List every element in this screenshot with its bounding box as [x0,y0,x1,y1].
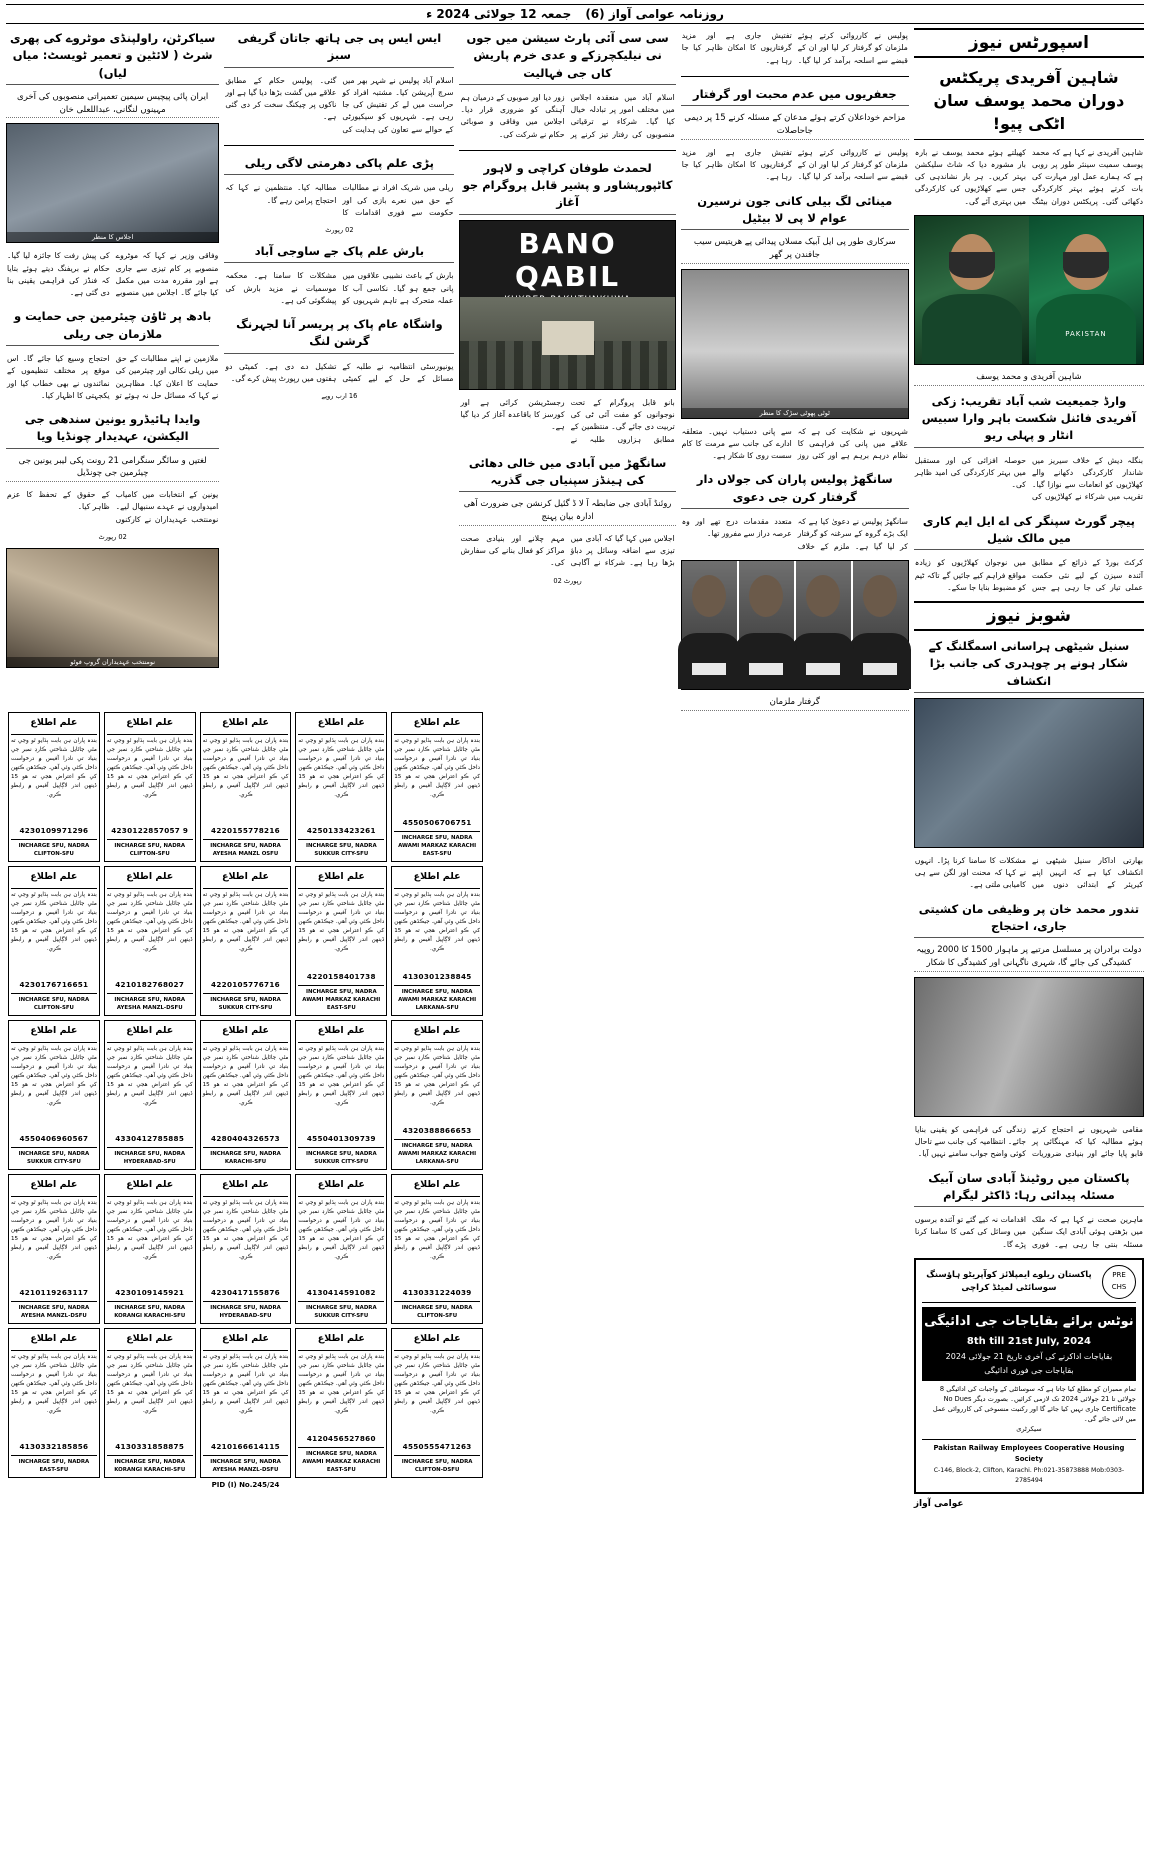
notice-title: علم اطلاع [126,871,174,882]
notice-office: INCHARGE SFU, NADRA AYESHA MANZL-DSFU [11,1301,97,1320]
player-face [949,234,995,290]
id-placard [806,663,840,675]
notice-cnic: 4230417155876 [211,1287,280,1297]
notice-cnic: 4210166614115 [211,1441,280,1451]
column-2 [681,28,909,1854]
notice-body: بندہ پاران ہن بابت ٻڌایو ٿو وڃي ته مٿي ڄاڻايل شناختي ڪارڊ نمبر جي بنياد تي نادرا آفيس ۾ درخواست داخل ڪئي وئي آهي. جيڪڏهن ڪنهن کي ڪو اعتراض هجي ته هو 15 ڏينهن اندر لاڳاپيل آفيس ۾ رابطو ڪري. [202,1354,289,1414]
notice-title: علم اطلاع [126,1333,174,1344]
railway-ad-body: تمام ممبران کو مطلع کیا جاتا ہے کہ سوسائٹی کے واجبات کی ادائیگی 8 جولائی تا 21 جولائی 2024 تک لازمی کرائیں۔ بصورت دیگر No Dues Certificate جاری نہیں کیا جائے گا اور رکنیت منسوخی کی کارروائی عمل میں لائی جائے گی۔ [932,1385,1136,1423]
col2-headline-1: جعفریوں میں عدم محبت اور گرفتار [681,84,909,106]
railway-ad-title4: بقایاجات جی فوری ادائیگی [984,1365,1074,1375]
notice-ad [295,1174,387,1324]
col5-body-3: یونین کے انتخابات میں کامیاب امیدواروں نے عہدے سنبھال لیے۔ نومنتخب عہدیداران نے کارکنوں کے حقوق کے تحفظ کا عزم ظاہر کیا۔ [7,490,219,524]
col4-headline-d: واشگاہ عام پاک پر پریسر آنا لجہرنگ گرشن لنگ [224,314,454,354]
notice-office: INCHARGE SFU, NADRA AWAMI MARKAZ KARACHI LARKANA-SFU [394,985,480,1012]
pid-number: PID (I) No.245/24 [211,1481,280,1489]
notice-body: بندہ پاران ہن بابت ٻڌایو ٿو وڃي ته مٿي ڄاڻايل شناختي ڪارڊ نمبر جي بنياد تي نادرا آفيس ۾ درخواست داخل ڪئي وئي آهي. جيڪڏهن ڪنهن کي ڪو اعتراض هجي ته هو 15 ڏينهن اندر لاڳاپيل آفيس ۾ رابطو ڪري. [11,1200,97,1260]
union-photo-caption: نومنتخب عہدیداران گروپ فوٹو [7,657,218,667]
col2-body-3: سانگھڑ پولیس نے دعویٰ کیا ہے کہ ایک بڑے گروہ کے سرغنہ کو گرفتار کر لیا گیا ہے۔ ملزم کے خلاف متعدد مقدمات درج تھے اور وہ عرصہ دراز سے مفرور تھا۔ [681,516,908,551]
sports-sub-headline-3: پیچر گورٹ سپنگر کی اے ایل ایم کاری میں مالک شیل [914,511,1144,551]
railway-ad-title2: 8th till 21st July, 2024 [966,1336,1091,1348]
player-torso [1036,294,1136,364]
notice-title: علم اطلاع [317,871,365,882]
col2-body-1: پولیس نے کارروائی کرتے ہوئے ملزمان کو گرفتار کر لیا اور ان کے قبضے سے اسلحہ برآمد کر لیا گیا۔ تفتیش جاری ہے اور مزید گرفتاریوں کا امکان ظاہر کیا جا رہا ہے۔ [681,147,908,182]
sports-lead-headline: شاہین آفریدی پریکٹس دوران محمد یوسف سان اٹکی پیو! [914,63,1144,140]
notice-cnic: 4120456527860 [306,1433,376,1443]
col4-headline-a: ایس ایس پی جی ہاتھ جاتان گریفی سبز [224,28,454,68]
divider [681,76,909,77]
notice-cnic: 4330412785885 [115,1133,185,1143]
suspect-head [863,575,897,617]
notice-title: علم اطلاع [221,1333,270,1344]
notice-ad [391,1174,483,1324]
suspect-body [849,633,911,689]
notice-title: علم اطلاع [126,717,174,728]
notice-body: بندہ پاران ہن بابت ٻڌایو ٿو وڃي ته مٿي ڄاڻايل شناختي ڪارڊ نمبر جي بنياد تي نادرا آفيس ۾ درخواست داخل ڪئي وئي آهي. جيڪڏهن ڪنهن کي ڪو اعتراض هجي ته هو 15 ڏينهن اندر لاڳاپيل آفيس ۾ رابطو ڪري. [394,892,480,952]
notice-cnic: 4130414591082 [306,1287,376,1297]
notice-title: علم اطلاع [317,717,365,728]
col4-body-a: اسلام آباد پولیس نے شہر بھر میں سرچ آپریشن کیا۔ مشتبہ افراد کو حراست میں لے کر تفتیش کی جا رہی ہے۔ شہریوں کو سیکیورٹی کے حوالے سے تعاون کی ہدایت کی گئی۔ پولیس حکام کے مطابق علاقے میں گشت بڑھا دیا گیا ہے اور ناکوں پر چیکنگ سخت کر دی گئی ہے۔ [225,75,454,134]
railway-ad-sign: سیکرٹری [1016,1424,1042,1433]
col3-body-top: اسلام آباد میں منعقدہ اجلاس میں مختلف امور پر تبادلہ خیال کیا گیا۔ شرکاء نے ترقیاتی منصوبوں کی رفتار تیز کرنے پر زور دیا اور صوبوں کے درمیان ہم آہنگی کو ضروری قرار دیا۔ اجلاس میں وفاقی و صوبائی حکام نے شرکت کی۔ [460,92,675,139]
suspect-body [735,633,797,689]
notice-title: علم اطلاع [30,1025,78,1036]
notice-title: علم اطلاع [413,871,461,882]
col5-body-1: وفاقی وزیر نے کہا کہ موٹروے منصوبے پر کام تیزی سے جاری ہے اور مقررہ مدت میں مکمل کیا جائے گا۔ اجلاس میں منصوبے کی پیش رفت کا جائزہ لیا گیا۔ حکام نے بریفنگ دیتے ہوئے بتایا کہ فنڈز کی فراہمی یقینی بنا دی گئی ہے۔ [7,251,219,298]
col5-stat: 02 رپورٹ [98,533,127,542]
col3-subhead-low: روئنڈ آبادی جی ضابطہ آ لا ڈ گئیل کرنشن جی ضرورت آھی ادارہ بیان پہنج [459,497,675,526]
notice-title: علم اطلاع [126,1025,174,1036]
notice-office: INCHARGE SFU, NADRA CLIFTON-DSFU [394,1455,480,1474]
protest-subhead: دولت برادران پر مسلسل مرتبے پر ماہوار 1500 کا 2000 روپیہ کشیدگی کی جائے گا، شہری ناگہانی اور کشیدگی کا شکار [914,943,1144,972]
divider [459,150,675,151]
col5-subhead-1: ایران پائی پیچیس سیمین تعمیراتی منصوبوں کی آخری مہینوں لنگانی، عبداللعلی خان [6,90,219,119]
notice-cnic: 4220158401738 [306,971,376,981]
notice-title: علم اطلاع [317,1025,365,1036]
notice-ad [200,866,292,1016]
notice-body: بندہ پاران ہن بابت ٻڌایو ٿو وڃي ته مٿي ڄاڻايل شناختي ڪارڊ نمبر جي بنياد تي نادرا آفيس ۾ درخواست داخل ڪئي وئي آهي. جيڪڏهن ڪنهن کي ڪو اعتراض هجي ته هو 15 ڏينهن اندر لاڳاپيل آفيس ۾ رابطو ڪري. [106,892,193,952]
notice-title: علم اطلاع [413,1025,461,1036]
notice-office: INCHARGE SFU, NADRA SUKKUR CITY-SFU [298,839,384,858]
notice-office: INCHARGE SFU, NADRA CLIFTON-SFU [394,1301,480,1320]
notice-ad [391,866,483,1016]
notice-title: علم اطلاع [30,717,78,728]
notice-body: بندہ پاران ہن بابت ٻڌایو ٿو وڃي ته مٿي ڄاڻايل شناختي ڪارڊ نمبر جي بنياد تي نادرا آفيس ۾ درخواست داخل ڪئي وئي آهي. جيڪڏهن ڪنهن کي ڪو اعتراض هجي ته هو 15 ڏينهن اندر لاڳاپيل آفيس ۾ رابطو ڪري. [202,892,289,952]
col4-headline-b: پڑی علم پاکی دھرمتی لاگی ریلی [224,153,454,175]
notice-ad [104,866,196,1016]
id-placard [863,663,897,675]
notice-office: INCHARGE SFU, NADRA CLIFTON-SFU [11,839,97,858]
section-title-showbiz: شوبز نیوز [914,601,1144,631]
paper-logo-mark: عوامی آواز [913,1498,964,1509]
suspect-photo [853,561,908,689]
player-photo-left [1029,216,1143,364]
showbiz-actor-photo [914,698,1144,848]
notice-ad [8,866,100,1016]
notice-cnic: 4320388866653 [402,1125,472,1135]
meeting-photo [6,123,219,243]
notice-title: علم اطلاع [221,1025,270,1036]
notice-cnic: 4230109971296 [19,825,89,835]
notice-body: بندہ پاران ہن بابت ٻڌایو ٿو وڃي ته مٿي ڄاڻايل شناختي ڪارڊ نمبر جي بنياد تي نادرا آفيس ۾ درخواست داخل ڪئي وئي آهي. جيڪڏهن ڪنهن کي ڪو اعتراض هجي ته هو 15 ڏينهن اندر لاڳاپيل آفيس ۾ رابطو ڪري. [106,1354,193,1414]
notice-title: علم اطلاع [317,1333,365,1344]
nadra-notice-ads [8,712,483,1489]
notice-cnic: 4130331858875 [115,1441,185,1451]
column-1 [914,28,1144,1854]
notice-body: بندہ پاران ہن بابت ٻڌایو ٿو وڃي ته مٿي ڄاڻايل شناختي ڪارڊ نمبر جي بنياد تي نادرا آفيس ۾ درخواست داخل ڪئي وئي آهي. جيڪڏهن ڪنهن کي ڪو اعتراض هجي ته هو 15 ڏينهن اندر لاڳاپيل آفيس ۾ رابطو ڪري. [298,1354,385,1414]
railway-ad-footer-address: C-146, Block-2, Clifton, Karachi. Ph:021-35873888 Mob:0303-2785494 [933,1466,1125,1485]
sports-body-3: کرکٹ بورڈ کے ذرائع کے مطابق آئندہ سیزن کے لیے نئی حکمت عملی تیار کی جا رہی ہے جس میں نوجوان کھلاڑیوں کو زیادہ مواقع فراہم کیے جائیں گے تاکہ ٹیم کو مضبوط بنایا جا سکے۔ [914,558,1143,592]
col2-subhead-2: سرکاری طور پی ایل آبیک مسلاں پیدائی پے ھریتیس سیب جافندن پر گھر [681,235,909,264]
notice-cnic: 4230109145921 [115,1287,185,1297]
railway-ad-org: پاکستان ریلوے ایمپلائز کوآپریٹو ہاؤسنگ سوسائٹی لمیٹڈ کراچی [926,1270,1092,1294]
notice-title: علم اطلاع [126,1179,174,1190]
notice-office: INCHARGE SFU, NADRA AWAMI MARKAZ KARACHI EAST-SFU [298,1447,384,1474]
railway-ad-footer-name: Pakistan Railway Employees Cooperative Housing Society [933,1443,1125,1464]
mug-photo-caption: گرفتار ملزمان [681,695,909,711]
col2-headline-2: مینائی لگ بیلی کانی جون نرسیرن عوام لا پی لا بیٹیل [681,191,909,231]
notice-office: INCHARGE SFU, NADRA EAST-SFU [11,1455,97,1474]
notice-ad [200,712,292,862]
notice-ad [200,1328,292,1478]
notice-ad [295,1020,387,1170]
notice-body: بندہ پاران ہن بابت ٻڌایو ٿو وڃي ته مٿي ڄاڻايل شناختي ڪارڊ نمبر جي بنياد تي نادرا آفيس ۾ درخواست داخل ڪئي وئي آهي. جيڪڏهن ڪنهن کي ڪو اعتراض هجي ته هو 15 ڏينهن اندر لاڳاپيل آفيس ۾ رابطو ڪري. [202,1046,289,1106]
notice-cnic: 4220155778216 [211,825,280,835]
arrested-suspects-photo [681,560,909,690]
masthead [6,4,1144,24]
railway-logo-icon: PRE CHS [1102,1265,1136,1299]
col4-stat-1: 02 رپورٹ [325,226,354,235]
sports-lead-body: شاہین آفریدی نے کہا ہے کہ محمد یوسف سمیت سینئر طور پر روبی ہے کہ ہمارے عمل اور مہارت کی بات کرتے ہوئے بہتر کارکردگی دکھائی گئی۔ پریکٹس دوران بیٹنگ کھیلتے ہوئے محمد یوسف نے بارہ بار مشورہ دیا کہ شاٹ سلیکشن بہتر کریں۔ ہر بار نشاندہی کی جس سے کھلاڑیوں کی کارکردگی میں بہتری آئے گی۔ [914,147,1143,206]
column-3 [459,28,675,1854]
notice-body: بندہ پاران ہن بابت ٻڌایو ٿو وڃي ته مٿي ڄاڻايل شناختي ڪارڊ نمبر جي بنياد تي نادرا آفيس ۾ درخواست داخل ڪئي وئي آهي. جيڪڏهن ڪنهن کي ڪو اعتراض هجي ته هو 15 ڏينهن اندر لاڳاپيل آفيس ۾ رابطو ڪري. [298,738,385,798]
railway-society-ad [914,1258,1144,1494]
suspect-body [678,633,740,689]
col5-subhead-3: لغتیں و سائگر سنگرامی 21 رونت پکی لیبر یونین جی چیئرمین جی چونڈیل [6,454,219,483]
notice-cnic: 4550406960567 [19,1133,89,1143]
col5-headline-1: سیاکرٹن، راولپنڈی موٹروے کی پھری شرٹ ( لائٹین و تعمیر ٹویسٹ: میاں لیاں) [6,28,219,85]
col5-headline-3: وایدا ہائیڈرو یونین سندھی جی الیکشن، عہدیدار چونڈیا ویا [6,409,219,449]
player-beard [1063,252,1109,278]
railway-ad-title1: نوٹس برائے بقایاجات جی ادائیگی [924,1314,1134,1330]
notice-ad [8,1174,100,1324]
sports-sub-headline-2: وارڈ جمیعیت شب آباد تقریب: زکی آفریدی فائنل شکست باہر وارا سبیس انٹار و پہلی ریو [914,391,1144,448]
masthead-left: روزنامہ عوامی آواز (6) [585,7,724,21]
notice-body: بندہ پاران ہن بابت ٻڌایو ٿو وڃي ته مٿي ڄاڻايل شناختي ڪارڊ نمبر جي بنياد تي نادرا آفيس ۾ درخواست داخل ڪئي وئي آهي. جيڪڏهن ڪنهن کي ڪو اعتراض هجي ته هو 15 ڏينهن اندر لاڳاپيل آفيس ۾ رابطو ڪري. [11,892,97,952]
col4-body-d: یونیورسٹی انتظامیہ نے طلبہ کے مسائل کے حل کے لیے کمیٹی تشکیل دے دی ہے۔ کمیٹی دو ہفتوں میں رپورٹ پیش کرے گی۔ [225,361,454,383]
suspect-head [806,575,840,617]
bano-qabil-advertisement [459,220,675,390]
id-placard [692,663,726,675]
notice-title: علم اطلاع [413,1333,461,1344]
col2-body-2: شہریوں نے شکایت کی ہے کہ علاقے میں پانی کی فراہمی کا نظام درہم برہم ہے اور کئی روز سے پانی دستیاب نہیں۔ متعلقہ ادارے کی جانب سے مرمت کا کام سست روی کا شکار ہے۔ [681,426,908,461]
col4-body-c: بارش کے باعث نشیبی علاقوں میں پانی جمع ہو گیا۔ نکاسی آب کا عملہ متحرک ہے تاہم شہریوں کو مشکلات کا سامنا ہے۔ محکمہ موسمیات نے مزید بارش کی پیشگوئی کی ہے۔ [225,271,454,305]
union-officials-photo [6,548,219,668]
notice-office: INCHARGE SFU, NADRA CLIFTON-SFU [107,839,193,858]
meeting-photo-caption: اجلاس کا منظر [7,232,218,242]
railway-ad-title3: بقایاجات اداکرنے کی آخری تاریخ 21 جولائی 2024 [945,1352,1113,1362]
notice-body: بندہ پاران ہن بابت ٻڌایو ٿو وڃي ته مٿي ڄاڻايل شناختي ڪارڊ نمبر جي بنياد تي نادرا آفيس ۾ درخواست داخل ڪئي وئي آهي. جيڪڏهن ڪنهن کي ڪو اعتراض هجي ته هو 15 ڏينهن اندر لاڳاپيل آفيس ۾ رابطو ڪري. [202,1200,289,1260]
notice-office: INCHARGE SFU, NADRA KORANGI KARACHI-SFU [107,1455,193,1474]
notice-title: علم اطلاع [221,1179,270,1190]
sports-body-2: بنگلہ دیش کے خلاف سیریز میں شاندار کارکردگی دکھانے والے کھلاڑیوں کو انعامات سے نوازا گیا۔ تقریب میں شرکاء نے کھلاڑیوں کی حوصلہ افزائی کی اور مستقبل میں بہتر کارکردگی کی امید ظاہر کی۔ [914,455,1143,502]
masthead-right: جمعہ 12 جولائی 2024 ء [426,7,572,21]
cricket-photo-caption: شاہین آفریدی و محمد یوسف [914,370,1144,386]
notice-office: INCHARGE SFU, NADRA HYDERABAD-SFU [107,1147,193,1166]
notice-cnic: 4230122857057 9 [111,825,189,835]
col2-headline-3: سانگھڑ پولیس پاران کی جولاں دار گرفتار کرن جی دعوی [681,469,909,509]
notice-office: INCHARGE SFU, NADRA SUKKUR CITY-SFU [203,993,289,1012]
bano-qabil-crowd-photo [460,297,674,389]
col3-body-low: اجلاس میں کہا گیا کہ آبادی میں تیزی سے اضافہ وسائل پر دباؤ بڑھا رہا ہے۔ شرکاء نے آگاہی مہم چلانے اور بنیادی صحت مراکز کو فعال بنانے کی سفارش کی۔ [460,533,675,568]
col2-top-filler: پولیس نے کارروائی کرتے ہوئے ملزمان کو گرفتار کر لیا اور ان کے قبضے سے اسلحہ برآمد کر لیا گیا۔ تفتیش جاری ہے اور مزید گرفتاریوں کا امکان ظاہر کیا جا رہا ہے۔ [681,31,908,65]
suspect-photo [739,561,794,689]
notice-ad [8,712,100,862]
notice-office: INCHARGE SFU, NADRA KARACHI-SFU [203,1147,289,1166]
notice-body: بندہ پاران ہن بابت ٻڌایو ٿو وڃي ته مٿي ڄاڻايل شناختي ڪارڊ نمبر جي بنياد تي نادرا آفيس ۾ درخواست داخل ڪئي وئي آهي. جيڪڏهن ڪنهن کي ڪو اعتراض هجي ته هو 15 ڏينهن اندر لاڳاپيل آفيس ۾ رابطو ڪري. [11,1046,97,1106]
col5-headline-2: بادھ پر ٹاؤن چیئرمین جی حمایت و ملازمان جی ریلی [6,306,219,346]
player-face [1063,234,1109,290]
notice-body: بندہ پاران ہن بابت ٻڌایو ٿو وڃي ته مٿي ڄاڻايل شناختي ڪارڊ نمبر جي بنياد تي نادرا آفيس ۾ درخواست داخل ڪئي وئي آهي. جيڪڏهن ڪنهن کي ڪو اعتراض هجي ته هو 15 ڏينهن اندر لاڳاپيل آفيس ۾ رابطو ڪري. [298,892,385,952]
notice-body: بندہ پاران ہن بابت ٻڌایو ٿو وڃي ته مٿي ڄاڻايل شناختي ڪارڊ نمبر جي بنياد تي نادرا آفيس ۾ درخواست داخل ڪئي وئي آهي. جيڪڏهن ڪنهن کي ڪو اعتراض هجي ته هو 15 ڏينهن اندر لاڳاپيل آفيس ۾ رابطو ڪري. [106,1200,193,1260]
notice-ad [104,1174,196,1324]
id-placard [749,663,783,675]
notice-ad [295,1328,387,1478]
bano-qabil-title: BANO QABIL [515,226,621,293]
col4-stat-2: 16 ارب روپے [321,392,358,401]
col4-body-b: ریلی میں شریک افراد نے مطالبات کے حق میں نعرے بازی کی اور حکومت سے فوری اقدامات کا مطالبہ کیا۔ منتظمین نے کہا کہ احتجاج پرامن رہے گا۔ [225,183,454,217]
notice-office: INCHARGE SFU, NADRA AWAMI MARKAZ KARACHI LARKANA-SFU [394,1139,480,1166]
notice-cnic: 4550506706751 [402,817,472,827]
notice-office: INCHARGE SFU, NADRA SUKKUR CITY-SFU [11,1147,97,1166]
notice-cnic: 4130331224039 [402,1287,472,1297]
suspect-body [792,633,854,689]
railway-ad-header [922,1265,1136,1303]
notice-office: INCHARGE SFU, NADRA KORANGI KARACHI-SFU [107,1301,193,1320]
notice-body: بندہ پاران ہن بابت ٻڌایو ٿو وڃي ته مٿي ڄاڻايل شناختي ڪارڊ نمبر جي بنياد تي نادرا آفيس ۾ درخواست داخل ڪئي وئي آهي. جيڪڏهن ڪنهن کي ڪو اعتراض هجي ته هو 15 ڏينهن اندر لاڳاپيل آفيس ۾ رابطو ڪري. [394,738,480,798]
notice-body: بندہ پاران ہن بابت ٻڌایو ٿو وڃي ته مٿي ڄاڻايل شناختي ڪارڊ نمبر جي بنياد تي نادرا آفيس ۾ درخواست داخل ڪئي وئي آهي. جيڪڏهن ڪنهن کي ڪو اعتراض هجي ته هو 15 ڏينهن اندر لاڳاپيل آفيس ۾ رابطو ڪري. [394,1046,480,1106]
notice-cnic: 4210182768027 [115,979,185,989]
notice-title: علم اطلاع [30,871,78,882]
notice-ad [104,1328,196,1478]
notice-title: علم اطلاع [30,1333,78,1344]
notice-body: بندہ پاران ہن بابت ٻڌایو ٿو وڃي ته مٿي ڄاڻايل شناختي ڪارڊ نمبر جي بنياد تي نادرا آفيس ۾ درخواست داخل ڪئي وئي آهي. جيڪڏهن ڪنهن کي ڪو اعتراض هجي ته هو 15 ڏينهن اندر لاڳاپيل آفيس ۾ رابطو ڪري. [298,1200,385,1260]
notice-cnic: 4550555471263 [402,1441,472,1451]
notice-title: علم اطلاع [413,717,461,728]
notice-body: بندہ پاران ہن بابت ٻڌایو ٿو وڃي ته مٿي ڄاڻايل شناختي ڪارڊ نمبر جي بنياد تي نادرا آفيس ۾ درخواست داخل ڪئي وئي آهي. جيڪڏهن ڪنهن کي ڪو اعتراض هجي ته هو 15 ڏينهن اندر لاڳاپيل آفيس ۾ رابطو ڪري. [394,1354,480,1414]
showbiz-body: بھارتی اداکار سنیل شیٹھی نے انکشاف کیا ہے کہ انہیں اپنے کیریئر کے ابتدائی دنوں میں مشکلات کا سامنا کرنا پڑا۔ انہوں نے کہا کہ محنت اور لگن سے ہی کامیابی ملتی ہے۔ [914,855,1143,890]
showbiz-headline: سنیل شیٹھی ہراسانی اسمگلنگ کے شکار ہونے پر چوہدری کی جانب بڑا انکشاف [914,636,1144,693]
notice-title: علم اطلاع [221,871,270,882]
protest-headline: تندور محمد خان پر وظیفی مان کشیتی جاری، احتجاج [914,899,1144,939]
suspect-head [692,575,726,617]
notice-office: INCHARGE SFU, NADRA AYESHA MANZL OSFU [203,839,289,858]
road-photo-caption: ٹوٹی پھوٹی سڑک کا منظر [682,408,908,418]
suspect-photo [796,561,851,689]
notice-office: INCHARGE SFU, NADRA SUKKUR CITY-SFU [298,1301,384,1320]
notice-body: بندہ پاران ہن بابت ٻڌایو ٿو وڃي ته مٿي ڄاڻايل شناختي ڪارڊ نمبر جي بنياد تي نادرا آفيس ۾ درخواست داخل ڪئي وئي آهي. جيڪڏهن ڪنهن کي ڪو اعتراض هجي ته هو 15 ڏينهن اندر لاڳاپيل آفيس ۾ رابطو ڪري. [106,1046,193,1106]
notice-body: بندہ پاران ہن بابت ٻڌایو ٿو وڃي ته مٿي ڄاڻايل شناختي ڪارڊ نمبر جي بنياد تي نادرا آفيس ۾ درخواست داخل ڪئي وئي آهي. جيڪڏهن ڪنهن کي ڪو اعتراض هجي ته هو 15 ڏينهن اندر لاڳاپيل آفيس ۾ رابطو ڪري. [202,738,289,798]
notice-body: بندہ پاران ہن بابت ٻڌایو ٿو وڃي ته مٿي ڄاڻايل شناختي ڪارڊ نمبر جي بنياد تي نادرا آفيس ۾ درخواست داخل ڪئي وئي آهي. جيڪڏهن ڪنهن کي ڪو اعتراض هجي ته هو 15 ڏينهن اندر لاڳاپيل آفيس ۾ رابطو ڪري. [394,1200,480,1260]
col3-headline-top: سی سی آئی پارٹ سیشن میں جوں نی نیلیکچرزکے و عدی خرم پاریش کاں جی فہالیت [459,28,675,85]
divider [224,145,454,146]
notice-title: علم اطلاع [221,717,270,728]
notice-ad [104,1020,196,1170]
protest-photo [914,977,1144,1117]
notice-office: INCHARGE SFU, NADRA HYDERABAD-SFU [203,1301,289,1320]
notice-office: INCHARGE SFU, NADRA SUKKUR CITY-SFU [298,1147,384,1166]
nadra-ads-grid [8,712,483,1478]
notice-cnic: 4230176716651 [19,979,89,989]
notice-title: علم اطلاع [317,1179,365,1190]
notice-title: علم اطلاع [413,1179,461,1190]
notice-ad [104,712,196,862]
col2-subhead-1: مزاحم خوداعلان کرتے ہوئے مدعان کے مسئلہ کرنے 15 پر دیمی جاحاصلات [681,111,909,140]
player-beard [949,252,995,278]
notice-ad [295,866,387,1016]
population-body: ماہرین صحت نے کہا ہے کہ ملک میں بڑھتی ہوئی آبادی ایک سنگین مسئلہ بنتی جا رہی ہے۔ فوری اقدامات نہ کیے گئے تو آئندہ برسوں میں وسائل کی کمی کا سامنا کرنا پڑے گا۔ [914,1215,1143,1249]
notice-body: بندہ پاران ہن بابت ٻڌایو ٿو وڃي ته مٿي ڄاڻايل شناختي ڪارڊ نمبر جي بنياد تي نادرا آفيس ۾ درخواست داخل ڪئي وئي آهي. جيڪڏهن ڪنهن کي ڪو اعتراض هجي ته هو 15 ڏينهن اندر لاڳاپيل آفيس ۾ رابطو ڪري. [11,1354,97,1414]
kit-badge: PAKISTAN [1065,330,1107,339]
notice-office: INCHARGE SFU, NADRA AWAMI MARKAZ KARACHI EAST-SFU [298,985,384,1012]
railway-ad-banner [922,1307,1136,1381]
event-stage [542,321,594,355]
notice-body: بندہ پاران ہن بابت ٻڌایو ٿو وڃي ته مٿي ڄاڻايل شناختي ڪارڊ نمبر جي بنياد تي نادرا آفيس ۾ درخواست داخل ڪئي وئي آهي. جيڪڏهن ڪنهن کي ڪو اعتراض هجي ته هو 15 ڏينهن اندر لاڳاپيل آفيس ۾ رابطو ڪري. [298,1046,385,1106]
notice-body: بندہ پاران ہن بابت ٻڌایو ٿو وڃي ته مٿي ڄاڻايل شناختي ڪارڊ نمبر جي بنياد تي نادرا آفيس ۾ درخواست داخل ڪئي وئي آهي. جيڪڏهن ڪنهن کي ڪو اعتراض هجي ته هو 15 ڏينهن اندر لاڳاپيل آفيس ۾ رابطو ڪري. [11,738,97,798]
notice-office: INCHARGE SFU, NADRA CLIFTON-SFU [11,993,97,1012]
notice-ad [391,712,483,862]
player-photo-right [915,216,1029,364]
population-headline: پاکستان میں روٹینڈ آبادی سان آبیک مسئلہ پیدائی رہا: ڈاکٹر لیگرام [914,1168,1144,1208]
cricket-photo [914,215,1144,365]
notice-ad [391,1328,483,1478]
suspect-photo [682,561,737,689]
notice-cnic: 4220105776716 [211,979,280,989]
railway-ad-footer [922,1439,1136,1487]
col3-report-line: رپورٹ 02 [553,576,582,585]
col4-headline-c: بارش علم پاک جے ساوجی آباد [224,241,454,263]
col5-body-2: ملازمین نے اپنے مطالبات کے حق میں ریلی نکالی اور چیئرمین کی حمایت کا اعلان کیا۔ مظاہرین نے کہا کہ مسائل حل نہ ہوئے تو احتجاج وسیع کیا جائے گا۔ اس موقع پر مختلف تنظیموں کے نمائندوں نے بھی خطاب کیا اور یکجہتی کا اظہار کیا۔ [7,353,219,400]
col3-headline-low: سانگھڑ میں آبادی میں خالی دھائی کی ہینڈز سپنیاں جی گذریہ [459,453,675,493]
road-damage-photo [681,269,909,419]
notice-ad [8,1020,100,1170]
notice-office: INCHARGE SFU, NADRA AWAMI MARKAZ KARACHI EAST-SFU [394,831,480,858]
notice-cnic: 4210119263117 [19,1287,89,1297]
notice-office: INCHARGE SFU, NADRA AYESHA MANZL-DSFU [203,1455,289,1474]
notice-ad [8,1328,100,1478]
protest-body: مقامی شہریوں نے احتجاج کرتے ہوئے مطالبہ کیا کہ مہنگائی پر قابو پایا جائے اور بنیادی ضروریات زندگی کی فراہمی کو یقینی بنایا جائے۔ انتظامیہ کی جانب سے تاحال کوئی واضح جواب سامنے نہیں آیا۔ [914,1124,1143,1159]
notice-ad [391,1020,483,1170]
col3-body-mid: بانو قابل پروگرام کے تحت نوجوانوں کو مفت آئی ٹی کی تربیت دی جائے گی۔ منتظمین کے مطابق ہزاروں طلبہ نے رجسٹریشن کرائی ہے اور کورسز کا باقاعدہ آغاز کر دیا گیا ہے۔ [460,397,675,444]
notice-cnic: 4250133423261 [306,825,376,835]
player-torso [922,294,1022,364]
section-title-sports: اسپورٹس نیوز [914,28,1144,58]
notice-ad [295,712,387,862]
notice-title: علم اطلاع [30,1179,78,1190]
notice-ad [200,1020,292,1170]
notice-body: بندہ پاران ہن بابت ٻڌایو ٿو وڃي ته مٿي ڄاڻايل شناختي ڪارڊ نمبر جي بنياد تي نادرا آفيس ۾ درخواست داخل ڪئي وئي آهي. جيڪڏهن ڪنهن کي ڪو اعتراض هجي ته هو 15 ڏينهن اندر لاڳاپيل آفيس ۾ رابطو ڪري. [106,738,193,798]
notice-office: INCHARGE SFU, NADRA AYESHA MANZL-DSFU [107,993,193,1012]
notice-ad [200,1174,292,1324]
suspect-head [749,575,783,617]
notice-cnic: 4130332185856 [19,1441,89,1451]
notice-cnic: 4550401309739 [306,1133,376,1143]
notice-cnic: 4280404326573 [211,1133,280,1143]
notice-cnic: 4130301238845 [402,971,472,981]
col3-headline-mid: لحمدث طوفان کراچی و لاہور کاٹپورپشاور و پشیر قابل پروگرام جو آغاز [459,158,675,215]
